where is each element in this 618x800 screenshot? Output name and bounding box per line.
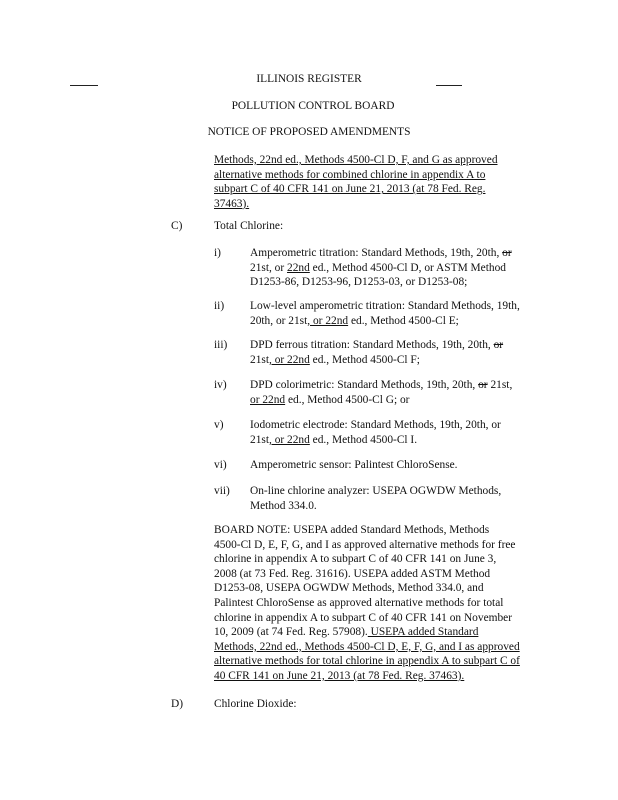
register-title: ILLINOIS REGISTER	[256, 73, 362, 85]
item-number: iii)	[214, 339, 228, 351]
item-number: v)	[214, 419, 224, 431]
item-number: ii)	[214, 300, 225, 312]
board-title: POLLUTION CONTROL BOARD	[231, 100, 395, 112]
board-note-line: 10, 2009 (at 74 Fed. Reg. 57908). USEPA added Standard	[214, 626, 479, 639]
list-item: On-line chlorine analyzer: USEPA OGWDW Methods, Method 334.0.	[250, 485, 502, 512]
section-d-title: Chlorine Dioxide:	[214, 698, 297, 710]
item-number: vi)	[214, 459, 227, 471]
board-note-line: alternative methods for total chlorine in appendix A to subpart C of	[214, 655, 520, 668]
board-note-line: Palintest ChloroSense as approved alternative methods for total	[214, 596, 504, 609]
list-item: DPD colorimetric: Standard Methods, 19th, 20th, or 21st, or 22nd ed., Method 4500-Cl G; or	[250, 379, 513, 406]
board-note-line: Methods, 22nd ed., Methods 4500-Cl D, E, F, G, and I as approved	[214, 640, 520, 653]
board-note-line: 40 CFR 141 on June 21, 2013 (at 78 Fed. Reg. 37463).	[214, 669, 465, 682]
board-note-line: 4500-Cl D, E, F, G, and I as approved alternative methods for free	[214, 538, 516, 551]
list-item: Amperometric titration: Standard Methods, 19th, 20th, or 21st, or 22nd ed., Method 4500-Cl D, or ASTM Method D1253-86, D1253-96, D1253-03, or D1253-08;	[250, 247, 512, 289]
list-item: Low-level amperometric titration: Standard Methods, 19th, 20th, or 21st, or 22nd ed., Method 4500-Cl E;	[250, 300, 520, 327]
board-note-line: BOARD NOTE: USEPA added Standard Methods, Methods	[214, 524, 490, 536]
intro-line: Methods, 22nd ed., Methods 4500-Cl D, F, and G as approved	[214, 154, 498, 166]
intro-line: alternative methods for combined chlorine in appendix A to	[214, 168, 486, 181]
board-note-line: chlorine in appendix A to subpart C of 40 CFR 141 on November	[214, 611, 513, 624]
list-item: Iodometric electrode: Standard Methods, 19th, 20th, or 21st, or 22nd ed., Method 4500-Cl I.	[250, 419, 501, 446]
board-note	[214, 523, 520, 684]
list-item: Amperometric sensor: Palintest ChloroSense.	[250, 459, 458, 471]
notice-title: NOTICE OF PROPOSED AMENDMENTS	[207, 126, 411, 138]
list-item: DPD ferrous titration: Standard Methods, 19th, 20th, or 21st, or 22nd ed., Method 4500-Cl F;	[250, 339, 504, 366]
section-d-label: D)	[171, 698, 184, 710]
intro-line: 37463).	[214, 197, 250, 210]
board-note-line: 2008 (at 73 Fed. Reg. 31616). USEPA added ASTM Method	[214, 567, 491, 580]
item-number: i)	[214, 247, 221, 259]
item-number: iv)	[214, 379, 227, 391]
intro-paragraph	[214, 153, 498, 211]
board-note-line: D1253-08, USEPA OGWDW Methods, Method 334.0, and	[214, 582, 484, 595]
section-c-title: Total Chlorine:	[214, 220, 284, 232]
intro-line: subpart C of 40 CFR 141 on June 21, 2013 (at 78 Fed. Reg.	[214, 183, 486, 196]
item-number: vii)	[214, 485, 230, 497]
board-note-line: chlorine in appendix A to subpart C of 40 CFR 141 on June 3,	[214, 553, 497, 566]
section-c-label: C)	[171, 220, 183, 232]
